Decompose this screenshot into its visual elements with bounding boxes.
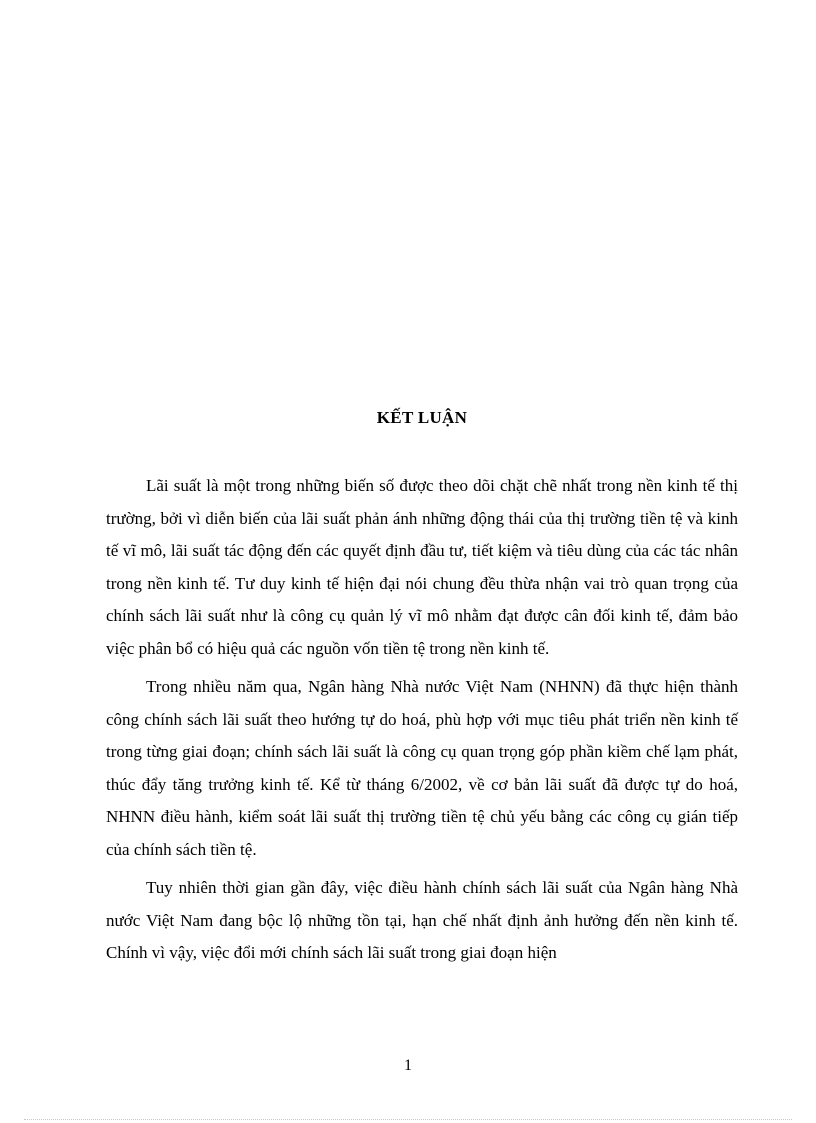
paragraph-2: Trong nhiều năm qua, Ngân hàng Nhà nước Việt Nam (NHNN) đã thực hiện thành công chính sách lãi suất theo hướng tự do hoá, phù hợp với mục tiêu phát triển nền kinh tế trong từng giai đoạn; chính sách lãi suất là công cụ quan trọng góp phần kiềm chế lạm phát, thúc đẩy tăng trưởng kinh tế. Kể từ tháng 6/2002, về cơ bản lãi suất đã được tự do hoá, NHNN điều hành, kiểm soát lãi suất thị trường tiền tệ chủ yếu bằng các công cụ gián tiếp của chính sách tiền tệ. [106,677,738,859]
page-title: KẾT LUẬN [376,408,468,427]
page-bottom-divider [24,1119,792,1120]
paragraph-1: Lãi suất là một trong những biến số được theo dõi chặt chẽ nhất trong nền kinh tế thị trường, bởi vì diễn biến của lãi suất phản ánh những động thái của thị trường tiền tệ và kinh tế vĩ mô, lãi suất tác động đến các quyết định đầu tư, tiết kiệm và tiêu dùng của các tác nhân trong nền kinh tế. Tư duy kinh tế hiện đại nói chung đều thừa nhận vai trò quan trọng của chính sách lãi suất như là công cụ quản lý vĩ mô nhằm đạt được cân đối kinh tế, đảm bảo việc phân bổ có hiệu quả các nguồn vốn tiền tệ trong nền kinh tế. [106,476,738,658]
page-number: 1 [404,1057,412,1074]
document-body [106,402,738,976]
paragraph-3: Tuy nhiên thời gian gần đây, việc điều hành chính sách lãi suất của Ngân hàng Nhà nước Việt Nam đang bộc lộ những tồn tại, hạn chế nhất định ảnh hưởng đến nền kinh tế. Chính vì vậy, việc đổi mới chính sách lãi suất trong giai đoạn hiện [106,878,738,962]
